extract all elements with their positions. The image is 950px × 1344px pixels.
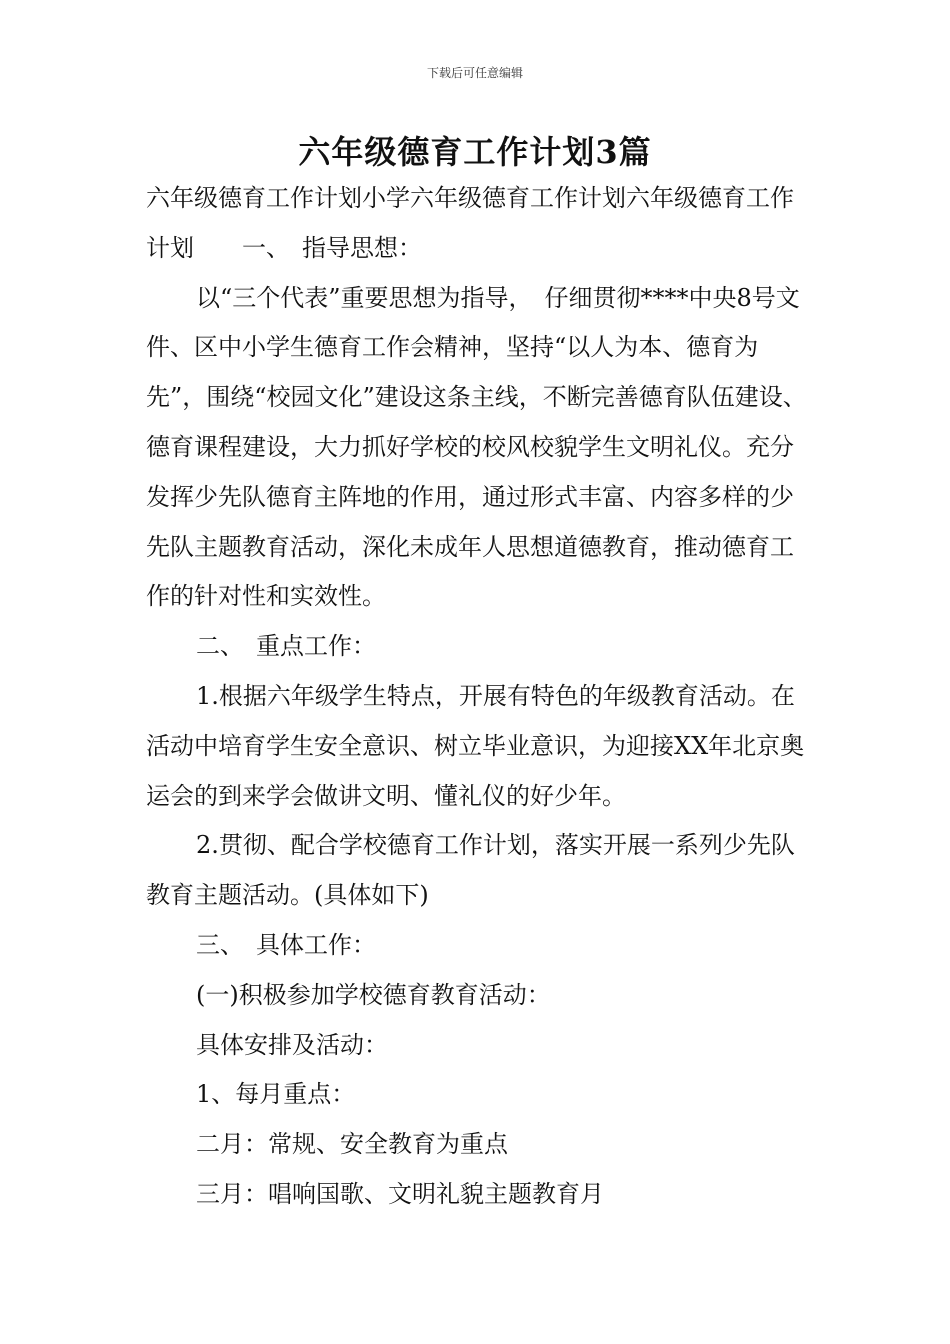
section-heading-key-work: 二、 重点工作： [196,632,376,661]
paragraph-monthly-focus: 1、每月重点： [196,1080,356,1109]
document-body [146,174,811,1220]
page-header-note: 下载后可任意编辑 [426,66,523,80]
paragraph-key-work-2: 2.贯彻、配合学校德育工作计划，落实开展一系列少先队教育主题活动。(具体如下) [146,831,795,910]
paragraph-intro: 六年级德育工作计划小学六年级德育工作计划六年级德育工作计划 一、 指导思想： [146,184,794,262]
paragraph-february: 二月：常规、安全教育为重点 [196,1130,508,1159]
paragraph-arrangement: 具体安排及活动： [196,1030,388,1059]
paragraph-key-work-1: 1.根据六年级学生特点，开展有特色的年级教育活动。在活动中培育学生安全意识、树立毕业意识，为迎接XX年北京奥运会的到来学会做讲文明、懂礼仪的好少年。 [146,681,805,810]
paragraph-guiding-thought: 以“三个代表”重要思想为指导， 仔细贯彻****中央8号文件、区中小学生德育工作会精神，坚持“以人为本、德育为先”，围绕“校园文化”建设这条主线，不断完善德育队伍建设、德育课程建设，大力抓好学校的校风校貌学生文明礼仪。充分发挥少先队德育主阵地的作用，通过形式丰富、内容多样的少先队主题教育活动，深化未成年人思想道德教育，推动德育工作的针对性和实效性。 [146,283,807,611]
section-heading-specific-work: 三、 具体工作： [196,930,376,959]
paragraph-march: 三月：唱响国歌、文明礼貌主题教育月 [196,1179,604,1208]
subsection-heading: (一)积极参加学校德育教育活动： [196,980,551,1009]
document-title: 六年级德育工作计划3篇 [298,133,652,171]
